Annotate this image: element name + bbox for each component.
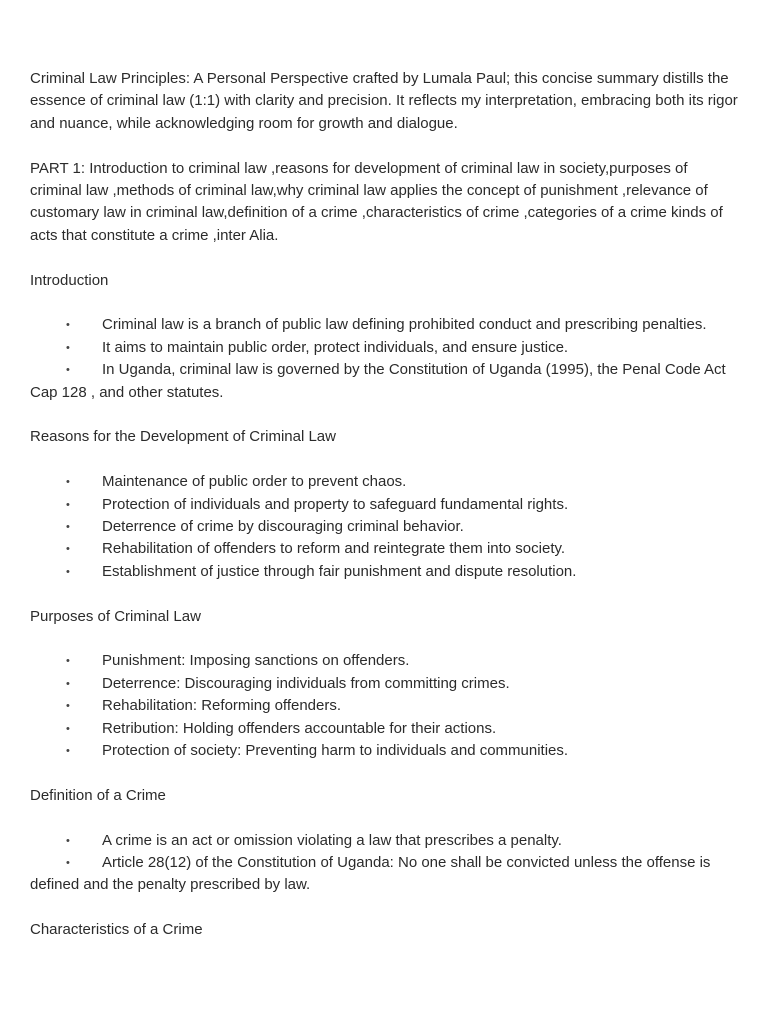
list-item-text: Rehabilitation: Reforming offenders. — [102, 697, 342, 715]
list-item-text: Retribution: Holding offenders accountable for their actions. — [102, 719, 497, 737]
bullet-icon: • — [66, 834, 70, 847]
section-heading-reasons: Reasons for the Development of Criminal Law — [30, 428, 336, 446]
bullet-list-reasons — [30, 471, 738, 583]
section-heading-introduction: Introduction — [30, 271, 109, 289]
bullet-icon: • — [66, 565, 70, 578]
list-item — [30, 337, 738, 359]
bullet-icon: • — [66, 521, 70, 534]
list-item-text: Protection of individuals and property to safeguard fundamental rights. — [102, 495, 569, 513]
list-item-text: It aims to maintain public order, protect individuals, and ensure justice. — [102, 338, 569, 356]
bullet-icon: • — [66, 857, 70, 870]
list-item — [30, 516, 738, 538]
list-item-text: Deterrence of crime by discouraging criminal behavior. — [102, 518, 464, 536]
list-item — [30, 695, 738, 717]
list-item-text: Criminal law is a branch of public law defining prohibited conduct and prescribing penalties. — [102, 316, 707, 334]
bullet-list-definition — [30, 830, 738, 897]
intro-paragraph: Criminal Law Principles: A Personal Perspective crafted by Lumala Paul; this concise summary distills the essence of criminal law (1:1) with clarity and precision. It reflects my interpretation, embracing both its rigor and nuance, while acknowledging room for growth and dialogue. — [30, 70, 738, 132]
list-item-text: Protection of society: Preventing harm to individuals and communities. — [102, 742, 569, 760]
list-item — [30, 852, 738, 897]
list-item-text: Rehabilitation of offenders to reform and reintegrate them into society. — [102, 540, 566, 558]
list-item — [30, 718, 738, 740]
bullet-list-introduction — [30, 314, 738, 404]
list-item — [30, 314, 738, 336]
list-item — [30, 538, 738, 560]
bullet-icon: • — [66, 700, 70, 713]
list-item — [30, 494, 738, 516]
list-item — [30, 830, 738, 852]
list-item-text: Deterrence: Discouraging individuals from committing crimes. — [102, 674, 510, 692]
list-item-text: Punishment: Imposing sanctions on offenders. — [102, 652, 410, 670]
bullet-icon: • — [66, 722, 70, 735]
section-heading-purposes: Purposes of Criminal Law — [30, 607, 201, 625]
list-item-text: A crime is an act or omission violating a law that prescribes a penalty. — [102, 831, 562, 849]
list-item — [30, 650, 738, 672]
list-item — [30, 673, 738, 695]
part-heading: PART 1: Introduction to criminal law ,reasons for development of criminal law in society,purposes of criminal law ,methods of criminal law,why criminal law applies the concept of punishment ,relevance of customary law in criminal law,definition of a crime ,characteristics of crime ,categories of a crime kinds of acts that constitute a crime ,inter Alia. — [30, 159, 723, 244]
bullet-list-purposes — [30, 650, 738, 762]
list-item-text: Establishment of justice through fair punishment and dispute resolution. — [102, 562, 577, 580]
bullet-icon: • — [66, 364, 70, 377]
bullet-icon: • — [66, 498, 70, 511]
bullet-icon: • — [66, 476, 70, 489]
bullet-icon: • — [66, 341, 70, 354]
list-item-text: Article 28(12) of the Constitution of Uganda: No one shall be convicted unless the offense is defined and the penalty prescribed by law. — [30, 854, 711, 894]
bullet-icon: • — [66, 745, 70, 758]
bullet-icon: • — [66, 677, 70, 690]
list-item — [30, 561, 738, 583]
section-heading-characteristics: Characteristics of a Crime — [30, 921, 203, 939]
list-item-text: Maintenance of public order to prevent chaos. — [102, 473, 407, 491]
bullet-icon: • — [66, 319, 70, 332]
bullet-icon: • — [66, 655, 70, 668]
list-item-text: In Uganda, criminal law is governed by the Constitution of Uganda (1995), the Penal Code Act Cap 128 , and other statutes. — [30, 361, 726, 401]
list-item — [30, 471, 738, 493]
list-item — [30, 359, 738, 404]
section-heading-definition: Definition of a Crime — [30, 786, 166, 804]
list-item — [30, 740, 738, 762]
bullet-icon: • — [66, 543, 70, 556]
